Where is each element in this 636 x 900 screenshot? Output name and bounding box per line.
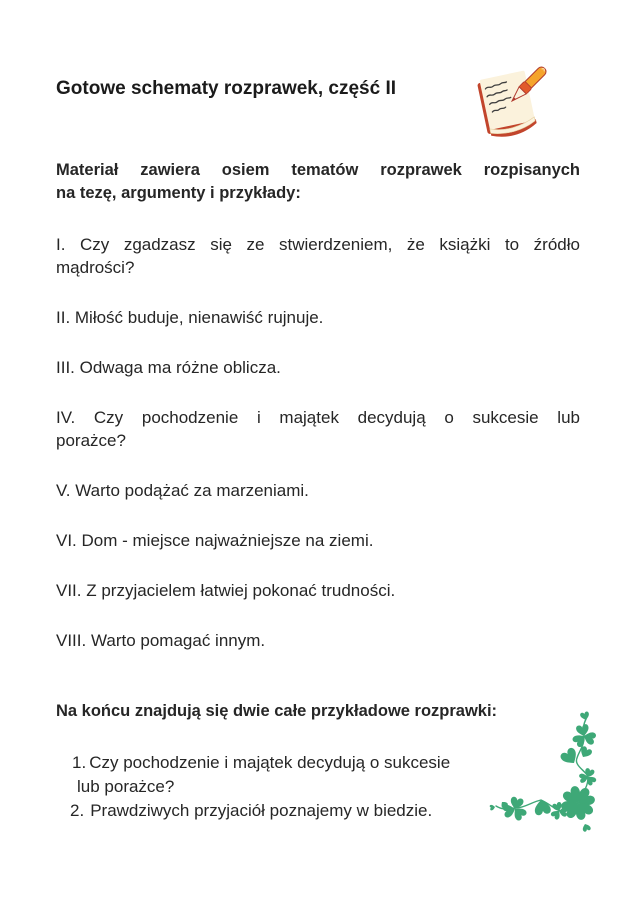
item-number: 2. [70, 801, 85, 820]
topic-item-7 [56, 579, 580, 602]
item-text: Prawdziwych przyjaciół poznajemy w biedzie. [90, 801, 433, 820]
item-number: 1. [72, 753, 87, 772]
topic-line: I. Czy zgadzasz się ze stwierdzeniem, że książki to źródło [56, 235, 580, 254]
topic-line: V. Warto podążać za marzeniami. [56, 481, 309, 500]
topic-line: mądrości? [56, 258, 135, 277]
topic-item-6 [56, 529, 580, 552]
topic-item-5 [56, 479, 580, 502]
topic-item-4 [56, 406, 580, 452]
topic-line: VII. Z przyjacielem łatwiej pokonać trudności. [56, 581, 396, 600]
intro-line: na tezę, argumenty i przykłady: [56, 184, 301, 202]
closing-heading: Na końcu znajdują się dwie całe przykładowe rozprawki: [56, 702, 498, 720]
topic-item-8 [56, 629, 580, 652]
example-item-1-continued: lub porażce? [77, 777, 175, 796]
topic-line: VIII. Warto pomagać innym. [56, 631, 266, 650]
topic-item-1 [56, 233, 580, 279]
topic-list [56, 233, 580, 652]
item-text: Czy pochodzenie i majątek decydują o sukcesie [89, 753, 451, 772]
intro-line: Materiał zawiera osiem tematów rozprawek rozpisanych [56, 161, 580, 179]
topic-line: IV. Czy pochodzenie i majątek decydują o sukcesie lub [56, 408, 580, 427]
example-item-2 [56, 799, 496, 823]
topic-item-2 [56, 306, 580, 329]
topic-line: VI. Dom - miejsce najważniejsze na ziemi. [56, 531, 374, 550]
topic-line: II. Miłość buduje, nienawiść rujnuje. [56, 308, 324, 327]
topic-item-3 [56, 356, 580, 379]
page-title: Gotowe schematy rozprawek, część II [56, 78, 397, 99]
notepad-pencil-icon [472, 56, 556, 140]
clover-vine-icon [486, 707, 602, 843]
intro-paragraph [56, 159, 580, 205]
topic-line: III. Odwaga ma różne oblicza. [56, 358, 281, 377]
example-item-1 [56, 751, 496, 775]
topic-line: porażce? [56, 431, 126, 450]
example-essay-list [56, 751, 496, 823]
